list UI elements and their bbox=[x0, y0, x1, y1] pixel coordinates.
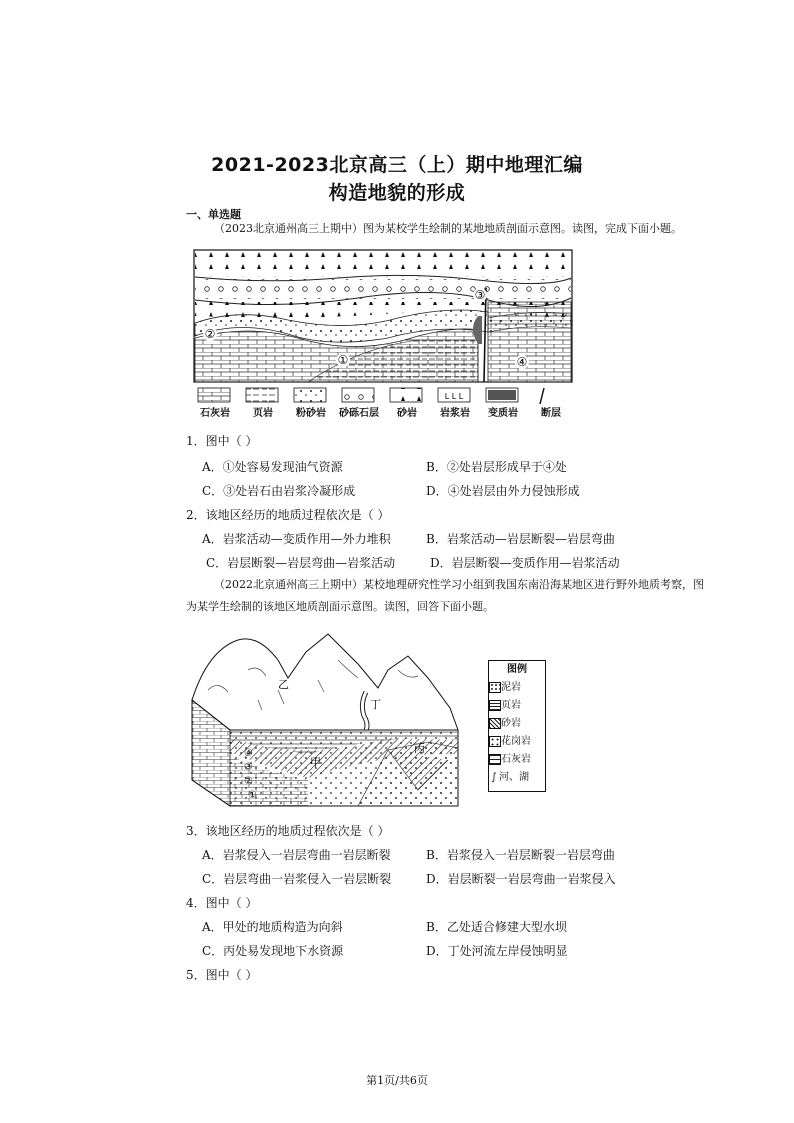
legend-sandstone: 砂岩 bbox=[489, 715, 545, 733]
legend-igneous: 岩浆岩 bbox=[440, 408, 470, 419]
q3-option-b[interactable]: B．岩浆侵入一岩层断裂一岩层弯曲 bbox=[426, 848, 615, 862]
legend-limestone: 石灰岩 bbox=[489, 751, 545, 769]
label-yi: 乙 bbox=[278, 678, 289, 691]
label-jia: 甲 bbox=[310, 756, 321, 769]
marker-3: ③ bbox=[474, 288, 486, 302]
q3-option-c[interactable]: C．岩层弯曲一岩浆侵入一岩层断裂 bbox=[202, 872, 392, 886]
legend-river-lake: ∫ 河、湖 bbox=[489, 769, 545, 787]
q2-option-d[interactable]: D．岩层断裂—变质作用—岩浆活动 bbox=[430, 556, 620, 570]
q2-option-a[interactable]: A．岩浆活动—变质作用—外力堆积 bbox=[202, 532, 391, 546]
legend-fault: 断层 bbox=[541, 408, 561, 419]
q4-option-a[interactable]: A．甲处的地质构造为向斜 bbox=[202, 920, 343, 934]
question-3-stem: 3．该地区经历的地质过程依次是（ ） bbox=[186, 824, 390, 838]
marker-4: ④ bbox=[516, 355, 528, 369]
question-1-stem: 1．图中（ ） bbox=[186, 434, 258, 448]
legend-limestone: 石灰岩 bbox=[200, 408, 230, 419]
q2-option-c[interactable]: C．岩层断裂—岩层弯曲—岩浆活动 bbox=[206, 556, 396, 570]
q4-option-b[interactable]: B．乙处适合修建大型水坝 bbox=[426, 920, 567, 934]
legend-shale: 页岩 bbox=[253, 408, 273, 419]
marker-2: ② bbox=[244, 776, 253, 787]
legend-siltstone: 粉砂岩 bbox=[296, 408, 326, 419]
question-4-stem: 4．图中（ ） bbox=[186, 896, 258, 910]
figure-2-legend bbox=[488, 660, 546, 792]
marker-4: ④ bbox=[244, 748, 253, 759]
label-ding: 丁 bbox=[370, 698, 381, 711]
legend-granite: 花岗岩 bbox=[489, 733, 545, 751]
legend-gravel: 砂砾石层 bbox=[339, 408, 379, 419]
intro-text-2-line-2: 为某学生绘制的该地区地质剖面示意图。读图，回答下面小题。 bbox=[186, 600, 494, 613]
legend-sandstone: 砂岩 bbox=[397, 408, 417, 419]
geologic-section-figure-1 bbox=[188, 248, 578, 418]
q1-option-a[interactable]: A．①处容易发现油气资源 bbox=[202, 460, 343, 474]
q3-option-a[interactable]: A．岩浆侵入一岩层弯曲一岩层断裂 bbox=[202, 848, 391, 862]
legend-metamorphic: 变质岩 bbox=[488, 408, 518, 419]
label-bing: 丙 bbox=[414, 742, 425, 755]
intro-text-2-line-1: （2022北京通州高三上期中）某校地理研究性学习小组到我国东南沿海某地区进行野外地质考察，图 bbox=[214, 578, 704, 591]
svg-text:L L L: L L L bbox=[444, 392, 464, 401]
marker-1: ① bbox=[337, 353, 349, 367]
legend-title: 图例 bbox=[507, 664, 527, 675]
page-number: 第1页/共6页 bbox=[366, 1074, 428, 1087]
q4-option-c[interactable]: C．丙处易发现地下水资源 bbox=[202, 944, 344, 958]
page-title: 2021-2023北京高三（上）期中地理汇编 bbox=[211, 154, 583, 176]
q1-option-c[interactable]: C．③处岩石由岩浆冷凝形成 bbox=[202, 484, 356, 498]
q3-option-d[interactable]: D．岩层断裂一岩层弯曲一岩浆侵入 bbox=[426, 872, 616, 886]
q4-option-d[interactable]: D．丁处河流左岸侵蚀明显 bbox=[426, 944, 568, 958]
legend-shale: 页岩 bbox=[489, 697, 545, 715]
q1-option-b[interactable]: B．②处岩层形成早于④处 bbox=[426, 460, 567, 474]
legend-mudstone: 泥岩 bbox=[489, 679, 545, 697]
page-subtitle: 构造地貌的形成 bbox=[328, 182, 466, 204]
question-5-stem: 5．图中（ ） bbox=[186, 968, 258, 982]
river-icon: ∫ bbox=[491, 772, 497, 783]
marker-2: ② bbox=[204, 327, 216, 341]
marker-3: ③ bbox=[244, 762, 253, 773]
q1-option-d[interactable]: D．④处岩层由外力侵蚀形成 bbox=[426, 484, 580, 498]
question-2-stem: 2．该地区经历的地质过程依次是（ ） bbox=[186, 508, 390, 522]
q2-option-b[interactable]: B．岩浆活动—岩层断裂—岩层弯曲 bbox=[426, 532, 615, 546]
intro-text-1: （2023北京通州高三上期中）图为某校学生绘制的某地地质剖面示意图。读图，完成下面小题。 bbox=[214, 222, 682, 235]
marker-1: ① bbox=[248, 790, 257, 801]
section-heading: 一、单选题 bbox=[186, 208, 241, 221]
